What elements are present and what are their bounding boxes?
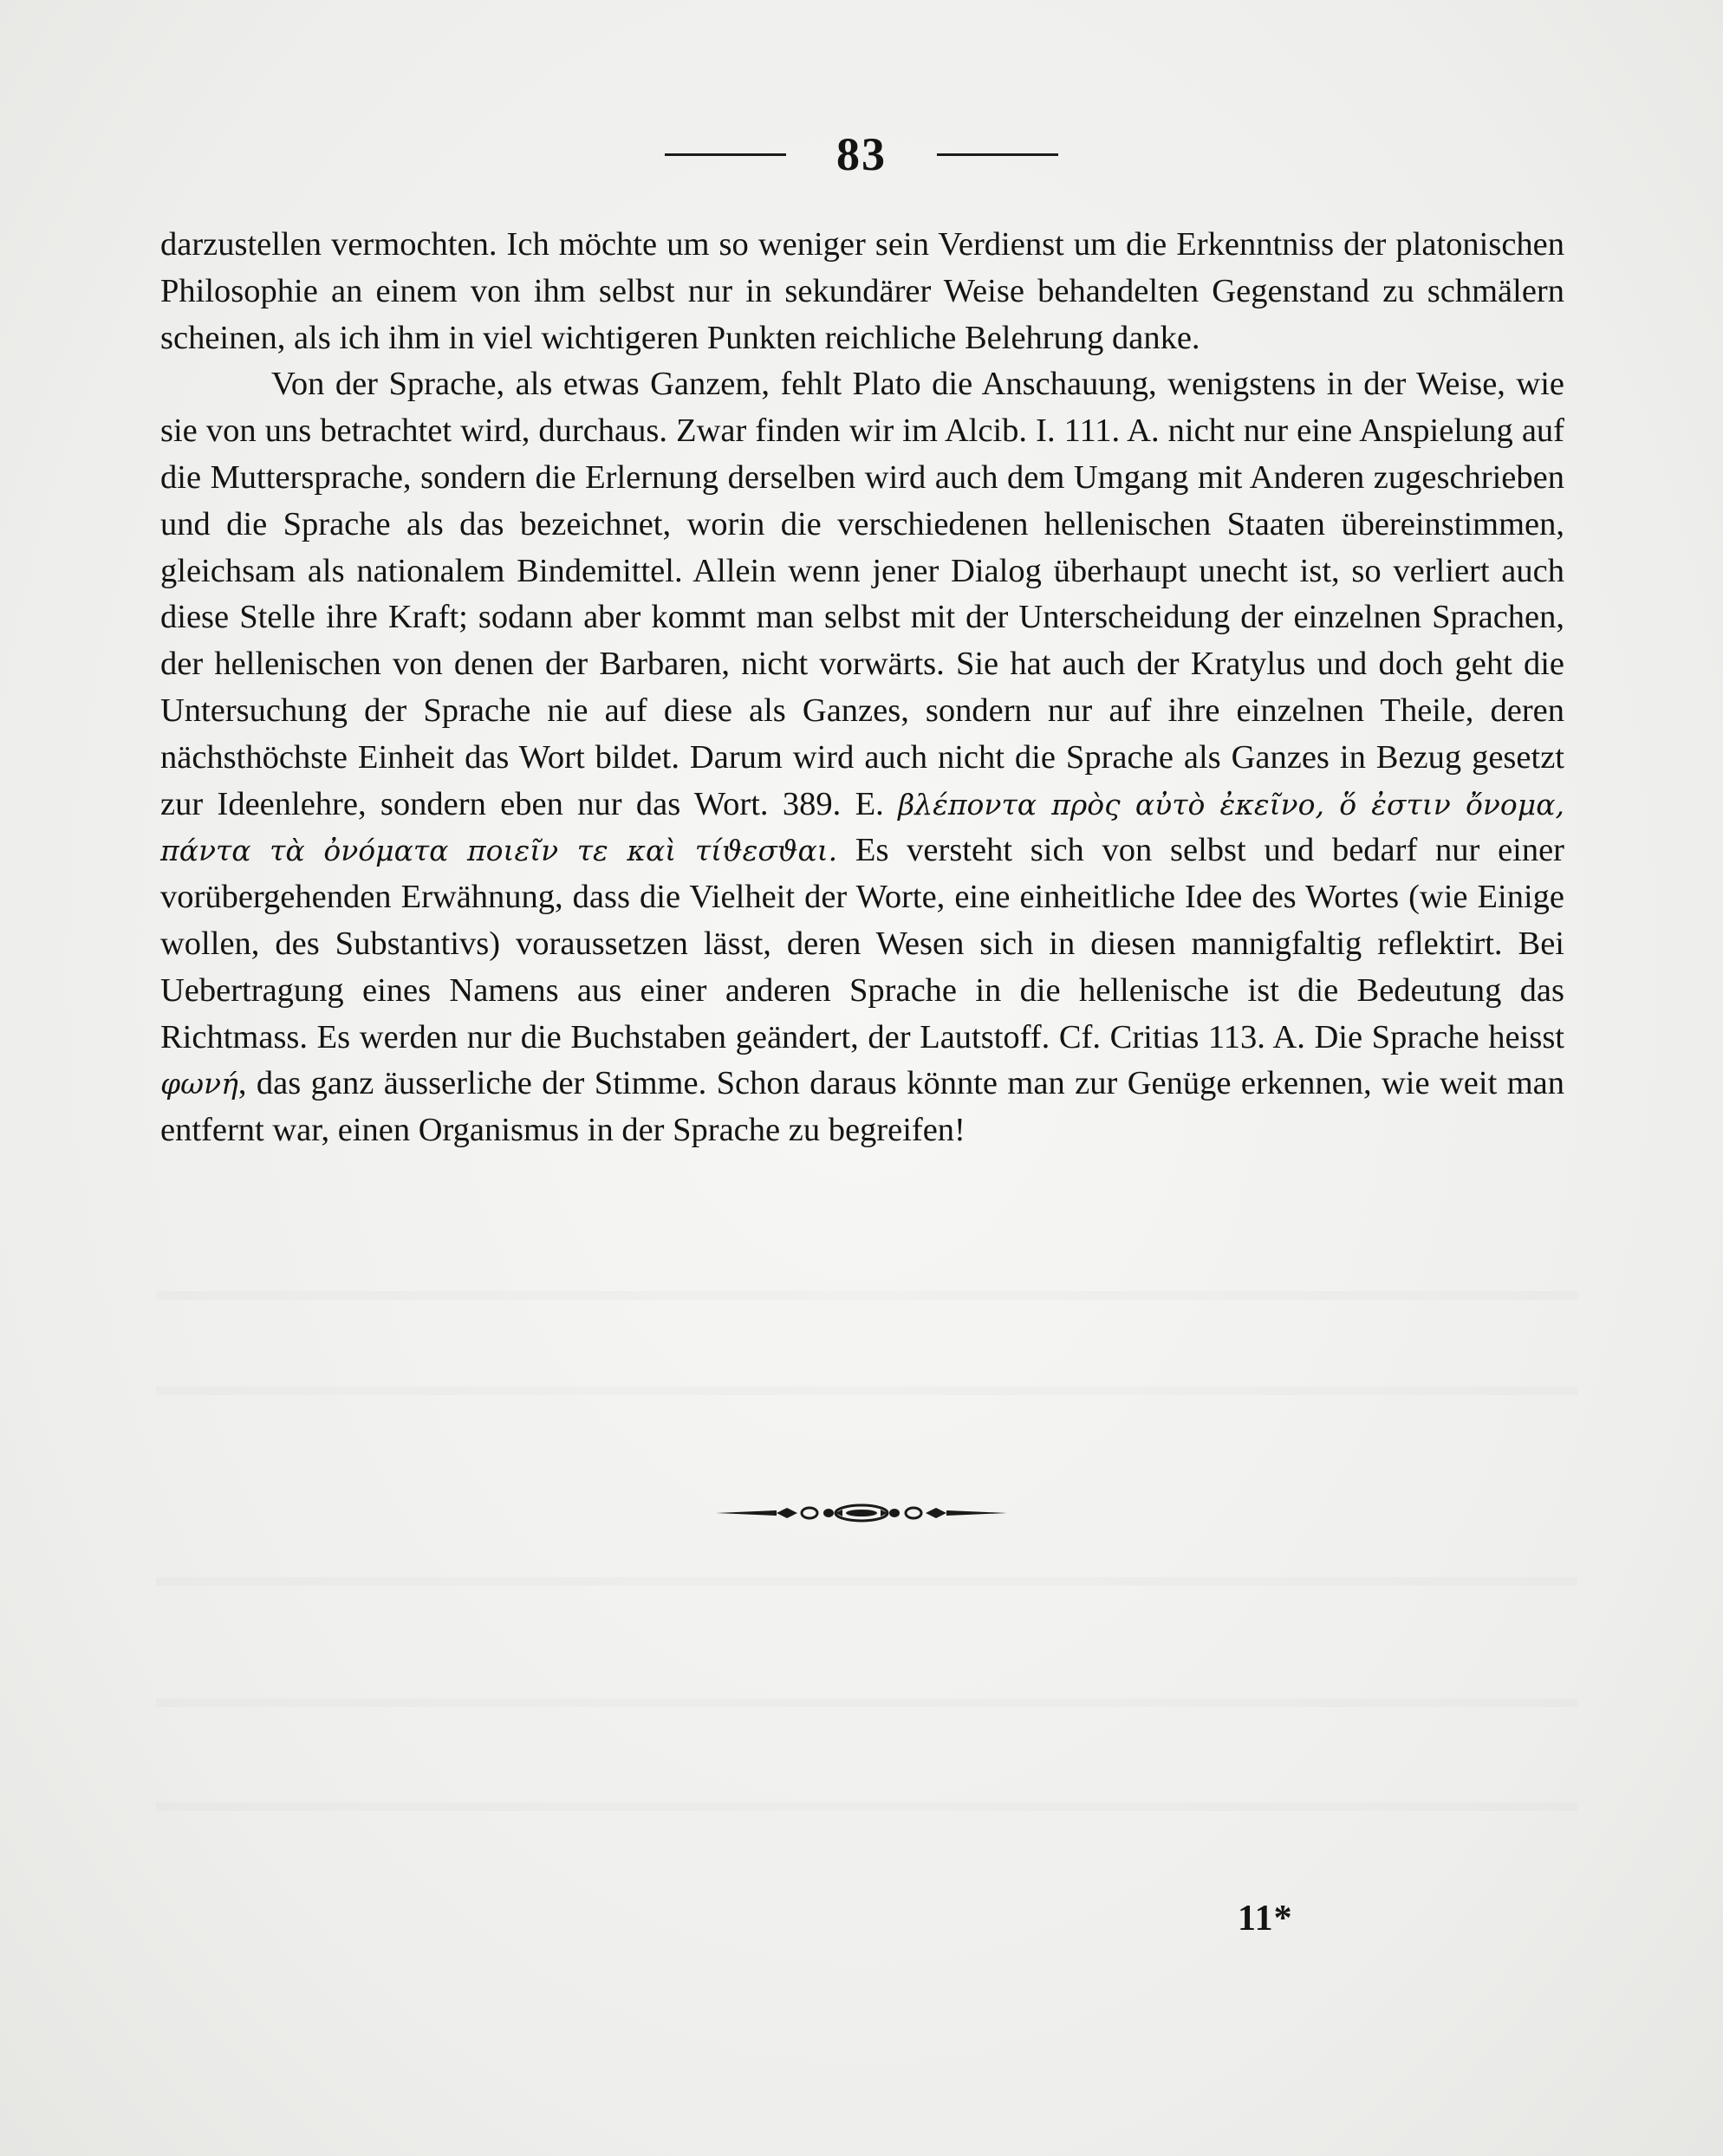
bleed-through-shadow [156, 1698, 1577, 1707]
header-rule-left [665, 153, 786, 156]
ornament-divider [716, 1501, 1007, 1525]
paragraph-2-text-end: , das ganz äusserliche der Stimme. Schon daraus könnte man zur Genüge erkennen, wie weit man entfernt war, einen Organismus in der Sprache zu begreifen! [160, 1065, 1564, 1149]
page-number: 83 [836, 128, 887, 180]
bleed-through-shadow [156, 1802, 1577, 1811]
paragraph-1-text: darzustellen vermochten. Ich möchte um so weniger sein Verdienst um die Erkenntniss der platonischen Philosophie an einem von ihm selbst nur in sekundärer Weise behandelten Gegenstand zu schmälern scheinen, als ich ihm in viel wichtigeren Punkten reichliche Belehrung danke. [160, 226, 1564, 356]
bleed-through-shadow [156, 1577, 1577, 1586]
body-text [160, 222, 1564, 1154]
paragraph-2 [160, 361, 1564, 1154]
page-header [0, 128, 1723, 180]
paragraph-2-text-before: Von der Sprache, als etwas Ganzem, fehlt Plato die Anschauung, wenigstens in der Weise, wie sie von uns betrachtet wird, durchaus. Zwar finden wir im Alcib. I. 111. A. nicht nur eine Anspielung auf die Muttersprache, sondern die Erlernung derselben wird auch dem Umgang mit Anderen zugeschrieben und die Sprache als das bezeichnet, worin die verschiedenen hellenischen Staaten übereinstimmen, gleichsam als nationalem Bindemittel. Allein wenn jener Dialog überhaupt unecht ist, so verliert auch diese Stelle ihre Kraft; sodann aber kommt man selbst mit der Unterscheidung der einzelnen Sprachen, der hellenischen von denen der Barbaren, nicht vorwärts. Sie hat auch der Kratylus und doch geht die Untersuchung der Sprache nie auf diese als Ganzes, sondern nur auf ihre einzelnen Theile, deren nächsthöchste Einheit das Wort bildet. Darum wird auch nicht die Sprache als Ganzes in Bezug gesetzt zur Ideenlehre, sondern eben nur das Wort. 389. E. [160, 366, 1564, 822]
greek-quote: βλέποντα πρὸς αὐτὸ ἐκεῖνο, ὅ ἐστιν ὄνομα, πάντα τὰ ὀνόματα ποιεῖν τε καὶ τίϑεσϑαι. [160, 787, 1565, 868]
paragraph-1 [160, 222, 1564, 361]
greek-word: φωνή [160, 1067, 238, 1101]
header-rule-right [937, 153, 1058, 156]
signature-mark: 11* [1238, 1899, 1293, 1938]
paragraph-2-text-after: Es versteht sich von selbst und bedarf nur einer vorübergehenden Erwähnung, dass die Vielheit der Worte, eine einheitliche Idee des Wortes (wie Einige wollen, des Substantivs) voraussetzen lässt, deren Wesen sich in diesen mannigfaltig reflektirt. Bei Uebertragung eines Namens aus einer anderen Sprache in die hellenische ist die Bedeutung das Richtmass. Es werden nur die Buchstaben geändert, der Lautstoff. Cf. Critias 113. A. Die Sprache heisst [160, 832, 1565, 1055]
bleed-through-shadow [156, 1291, 1577, 1300]
bleed-through-shadow [156, 1386, 1577, 1395]
